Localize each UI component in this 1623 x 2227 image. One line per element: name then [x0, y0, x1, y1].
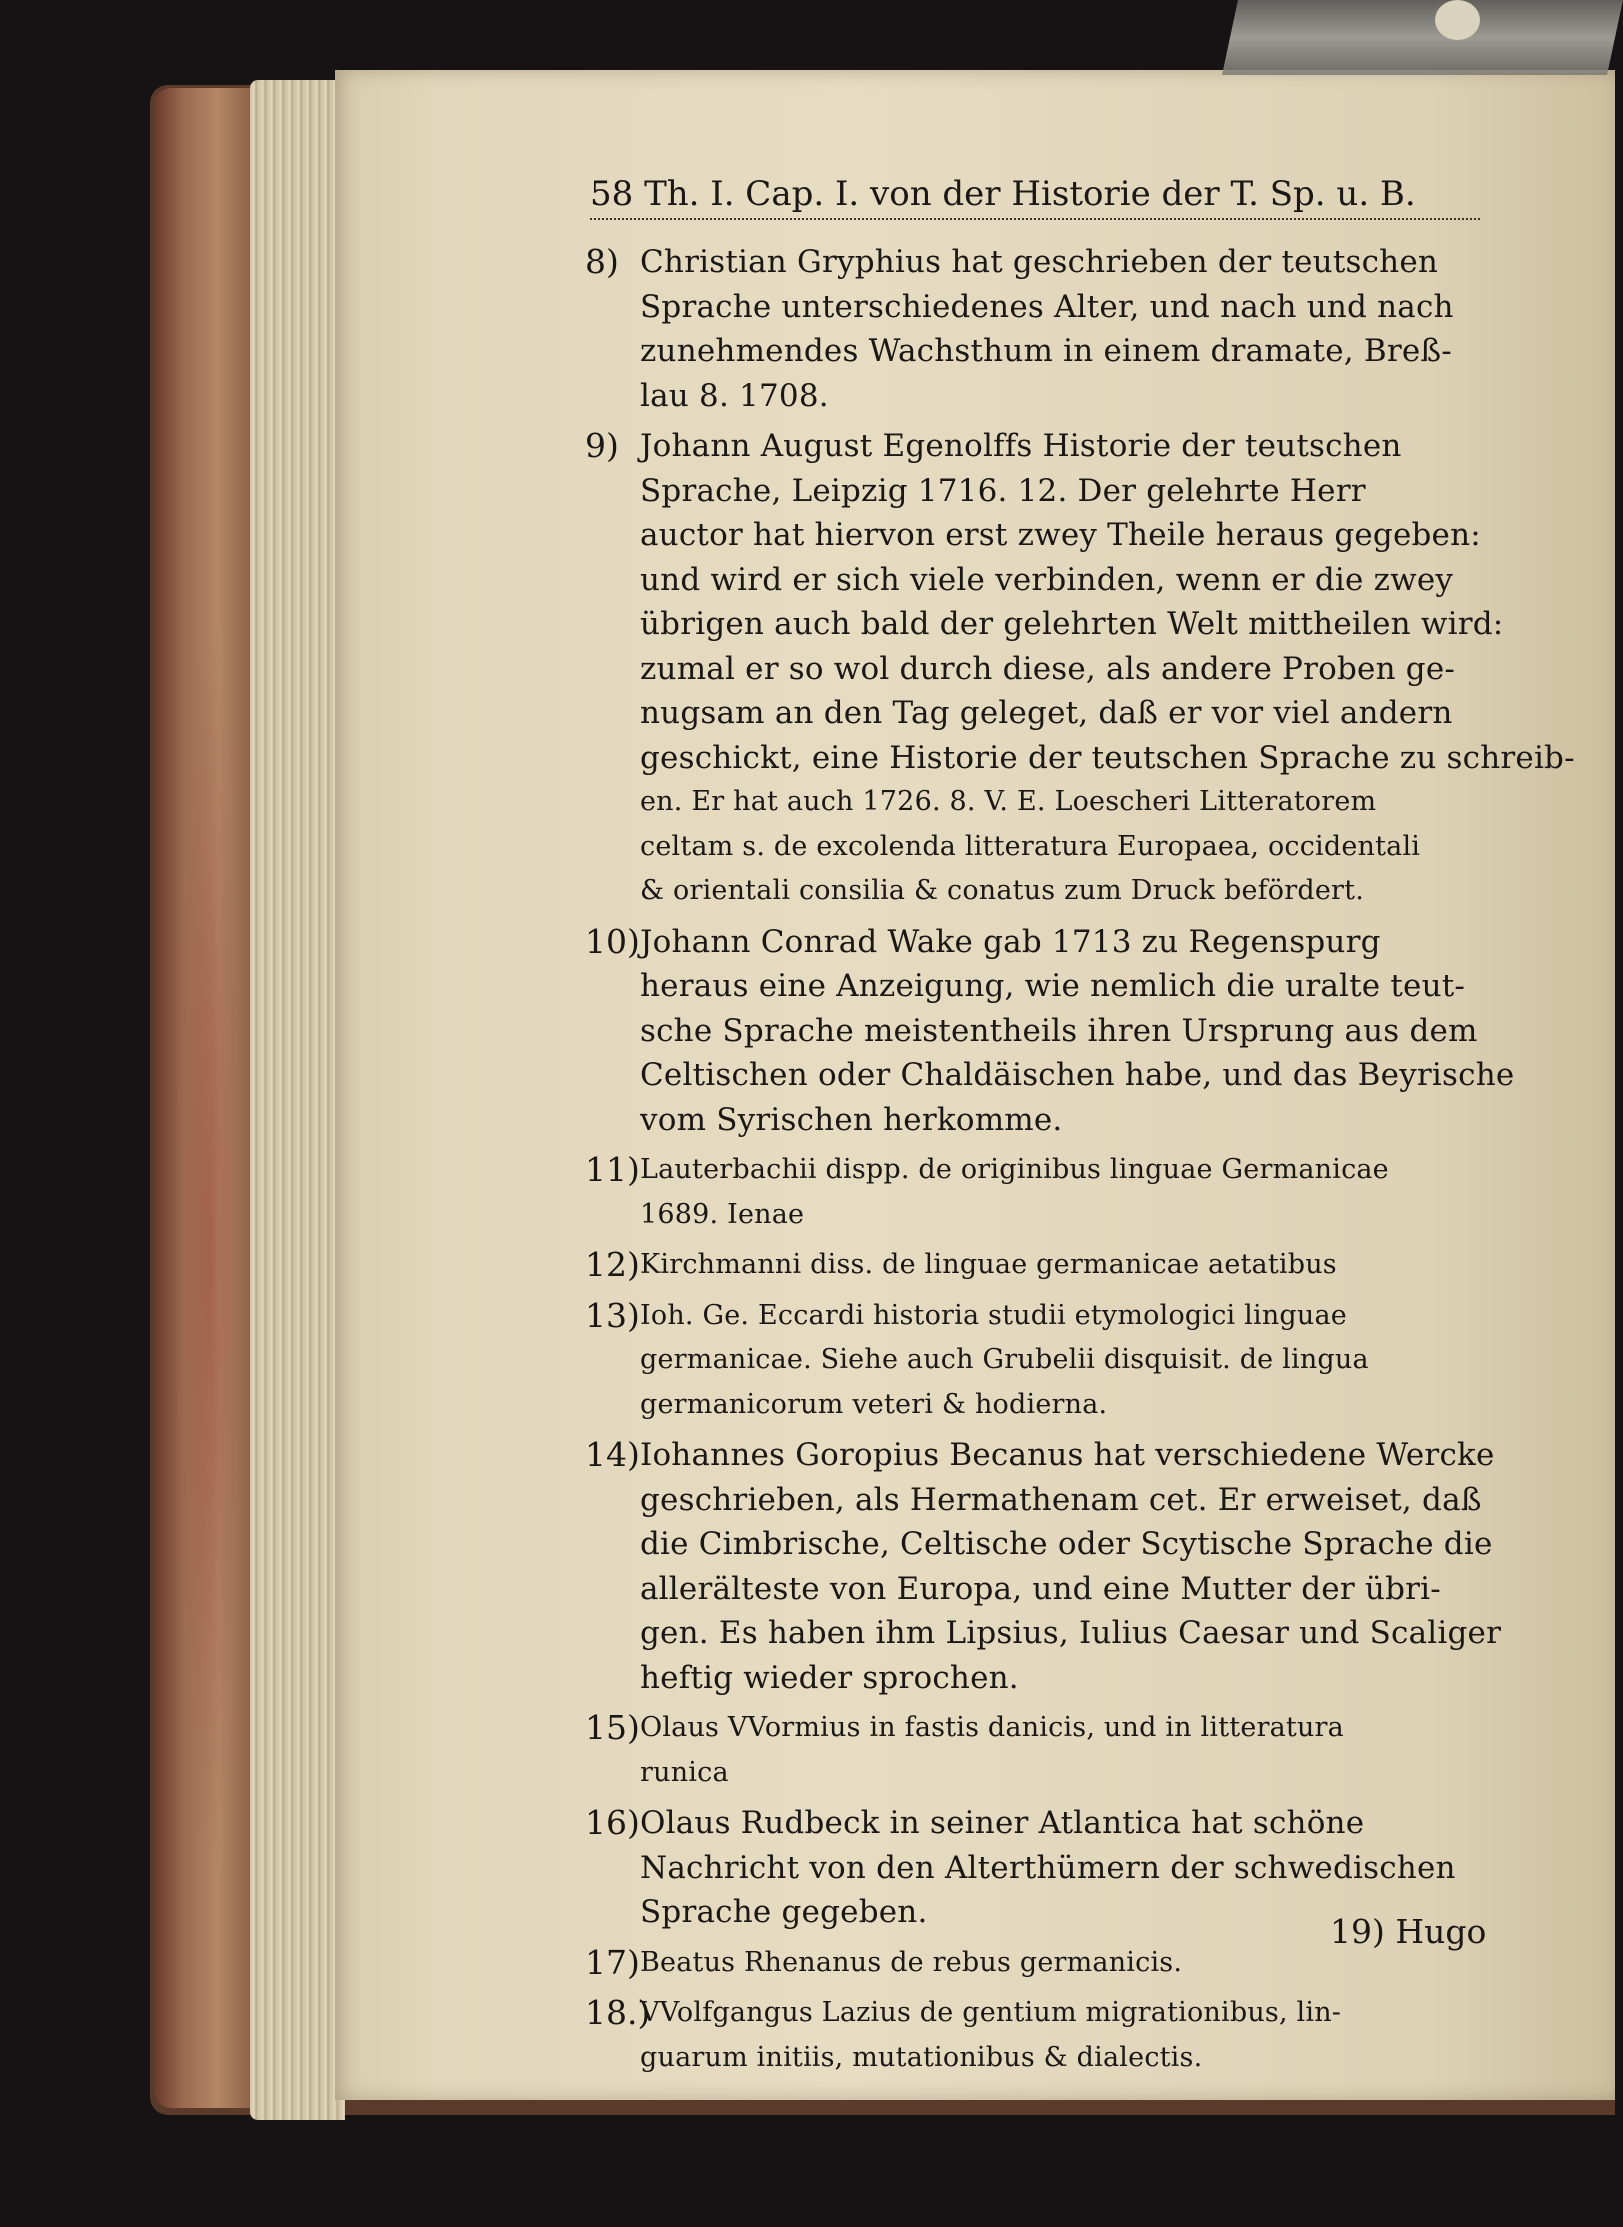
entry-line: en. Er hat auch 1726. 8. V. E. Loescheri Litteratorem — [640, 786, 1377, 817]
entry-line: Kirchmanni diss. de linguae germanicae aetatibus — [640, 1249, 1337, 1280]
cover-stain — [180, 600, 240, 1900]
entry-number: 10) — [585, 921, 640, 961]
tape-strip — [1222, 0, 1623, 75]
entry-line: nugsam an den Tag geleget, daß er vor viel andern — [640, 695, 1453, 731]
entry-line: auctor hat hiervon erst zwey Theile heraus gegeben: — [640, 517, 1481, 553]
entry-line: sche Sprache meistentheils ihren Ursprung aus dem — [640, 1012, 1478, 1049]
entry-line: Olaus Rudbeck in seiner Atlantica hat schöne — [640, 1805, 1365, 1841]
entry-line: Sprache, Leipzig 1716. 12. Der gelehrte Herr — [640, 472, 1366, 509]
entry-number: 8) — [585, 242, 619, 281]
entry-line: heftig wieder sprochen. — [640, 1659, 1019, 1696]
entry-line: & orientali consilia & conatus zum Druck befördert. — [640, 875, 1364, 906]
entry-line: gen. Es haben ihm Lipsius, Iulius Caesar und Scaliger — [640, 1615, 1502, 1651]
entry-number: 18.) — [585, 1993, 651, 2032]
entry-line: zunehmendes Wachsthum in einem dramate, Breß- — [640, 333, 1452, 369]
entry-line: celtam s. de excolenda litteratura Europaea, occidentali — [640, 830, 1421, 862]
entry-line: Johann Conrad Wake gab 1713 zu Regenspurg — [640, 923, 1381, 960]
entry-line: 1689. Ienae — [640, 1198, 805, 1230]
catchword: 19) Hugo — [1330, 1912, 1487, 1951]
entry-13 — [585, 1294, 1480, 1428]
entry-line: Iohannes Goropius Becanus hat verschiedene Wercke — [640, 1437, 1495, 1473]
entry-line: Olaus VVormius in fastis danicis, und in litteratura — [640, 1712, 1344, 1743]
entry-line: Celtischen oder Chaldäischen habe, und das Beyrische — [640, 1057, 1515, 1093]
entry-line: Johann August Egenolffs Historie der teutschen — [640, 428, 1402, 464]
running-head: 58 Th. I. Cap. I. von der Historie der T. Sp. u. B. — [590, 170, 1480, 220]
entry-line: Sprache unterschiedenes Alter, und nach und nach — [640, 288, 1454, 325]
entry-9 — [585, 424, 1575, 914]
entry-number: 16) — [585, 1803, 640, 1842]
entry-line: VVolfgangus Lazius de gentium migrationibus, lin- — [640, 1997, 1342, 2028]
entry-line: Nachricht von den Alterthümern der schwedischen — [640, 1849, 1456, 1886]
entry-line: Christian Gryphius hat geschrieben der teutschen — [640, 244, 1439, 280]
entry-line: die Cimbrische, Celtische oder Scytische Sprache die — [640, 1526, 1493, 1562]
entry-line: geschrieben, als Hermathenam cet. Er erweiset, daß — [640, 1481, 1482, 1518]
tape-spot — [1435, 0, 1480, 40]
entry-line: germanicae. Siehe auch Grubelii disquisit. de lingua — [640, 1344, 1369, 1375]
entry-number: 11) — [585, 1150, 640, 1189]
entry-line: heraus eine Anzeigung, wie nemlich die uralte teut- — [640, 968, 1466, 1004]
entry-11 — [585, 1148, 1480, 1237]
entry-14 — [585, 1433, 1502, 1700]
entry-number: 12) — [585, 1245, 640, 1284]
entry-line: guarum initiis, mutationibus & dialectis. — [640, 2041, 1203, 2073]
entry-number: 17) — [585, 1942, 640, 1982]
entry-12 — [585, 1243, 1480, 1288]
entry-line: vom Syrischen herkomme. — [640, 1101, 1063, 1138]
entry-line: Beatus Rhenanus de rebus germanicis. — [640, 1946, 1183, 1978]
entry-line: lau 8. 1708. — [640, 377, 829, 414]
entry-line: Sprache gegeben. — [640, 1894, 928, 1930]
page-edges — [250, 80, 345, 2120]
entry-18 — [585, 1991, 1480, 2080]
entry-line: runica — [640, 1756, 729, 1788]
entry-number: 13) — [585, 1295, 640, 1335]
entry-number: 14) — [585, 1435, 640, 1474]
entry-line: Ioh. Ge. Eccardi historia studii etymologici linguae — [640, 1299, 1347, 1331]
entry-line: übrigen auch bald der gelehrten Welt mittheilen wird: — [640, 606, 1504, 642]
entry-number: 15) — [585, 1708, 640, 1747]
entry-line: zumal er so wol durch diese, als andere Proben ge- — [640, 650, 1456, 687]
entry-8 — [585, 240, 1480, 418]
entries-list — [585, 240, 1575, 2086]
entry-line: geschickt, eine Historie der teutschen Sprache zu schreib- — [640, 739, 1575, 776]
entry-line: Lauterbachii dispp. de originibus linguae Germanicae — [640, 1154, 1389, 1185]
entry-line: allerälteste von Europa, und eine Mutter der übri- — [640, 1570, 1441, 1607]
entry-line: germanicorum veteri & hodierna. — [640, 1388, 1108, 1420]
entry-number: 9) — [585, 426, 619, 465]
entry-line: und wird er sich viele verbinden, wenn er die zwey — [640, 561, 1454, 598]
entry-15 — [585, 1706, 1480, 1795]
entry-10 — [585, 920, 1515, 1143]
